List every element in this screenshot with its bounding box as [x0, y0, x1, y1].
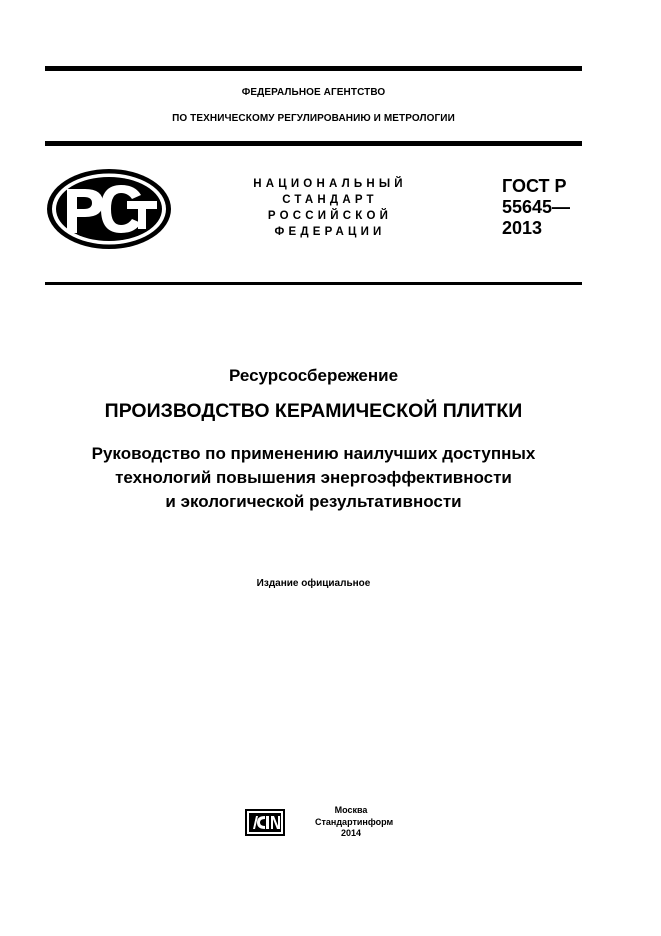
standard-code-line-2: 55645—: [502, 197, 571, 217]
subtitle-line-3: и экологической результативности: [165, 492, 462, 511]
agency-line-1: ФЕДЕРАЛЬНОЕ АГЕНТСТВО: [241, 87, 386, 98]
standard-type-line-2: СТАНДАРТ: [282, 194, 378, 206]
standard-type-line-3: РОССИЙСКОЙ: [267, 210, 393, 222]
standard-code-line-1: ГОСТ Р: [502, 176, 567, 196]
standartinform-logo-icon: [245, 809, 285, 836]
edition-label: Издание официальное: [256, 578, 371, 589]
standard-code-line-3: 2013: [502, 218, 543, 238]
standard-type-line-1: НАЦИОНАЛЬНЫЙ: [253, 178, 407, 190]
rst-certification-logo-icon: [45, 167, 173, 251]
publisher-info: [315, 805, 394, 840]
document-topic: Ресурсосбережение: [228, 366, 399, 385]
top-rule: [45, 66, 582, 71]
document-subtitle: [30, 442, 597, 514]
agency-line-2: ПО ТЕХНИЧЕСКОМУ РЕГУЛИРОВАНИЮ И МЕТРОЛОГИИ: [172, 113, 455, 124]
publisher-name: Стандартинформ: [315, 816, 394, 827]
standard-code: [502, 176, 570, 239]
standard-type: [225, 176, 435, 240]
standard-bottom-rule: [45, 282, 582, 285]
document-title: ПРОИЗВОДСТВО КЕРАМИЧЕСКОЙ ПЛИТКИ: [104, 400, 523, 422]
standard-type-line-4: ФЕДЕРАЦИИ: [274, 226, 386, 238]
header-bottom-rule: [45, 141, 582, 146]
subtitle-line-2: технологий повышения энергоэффективности: [115, 468, 512, 487]
publisher-year: 2014: [340, 828, 362, 838]
subtitle-line-1: Руководство по применению наилучших доступных: [91, 444, 536, 463]
publisher-city: Москва: [334, 805, 368, 815]
